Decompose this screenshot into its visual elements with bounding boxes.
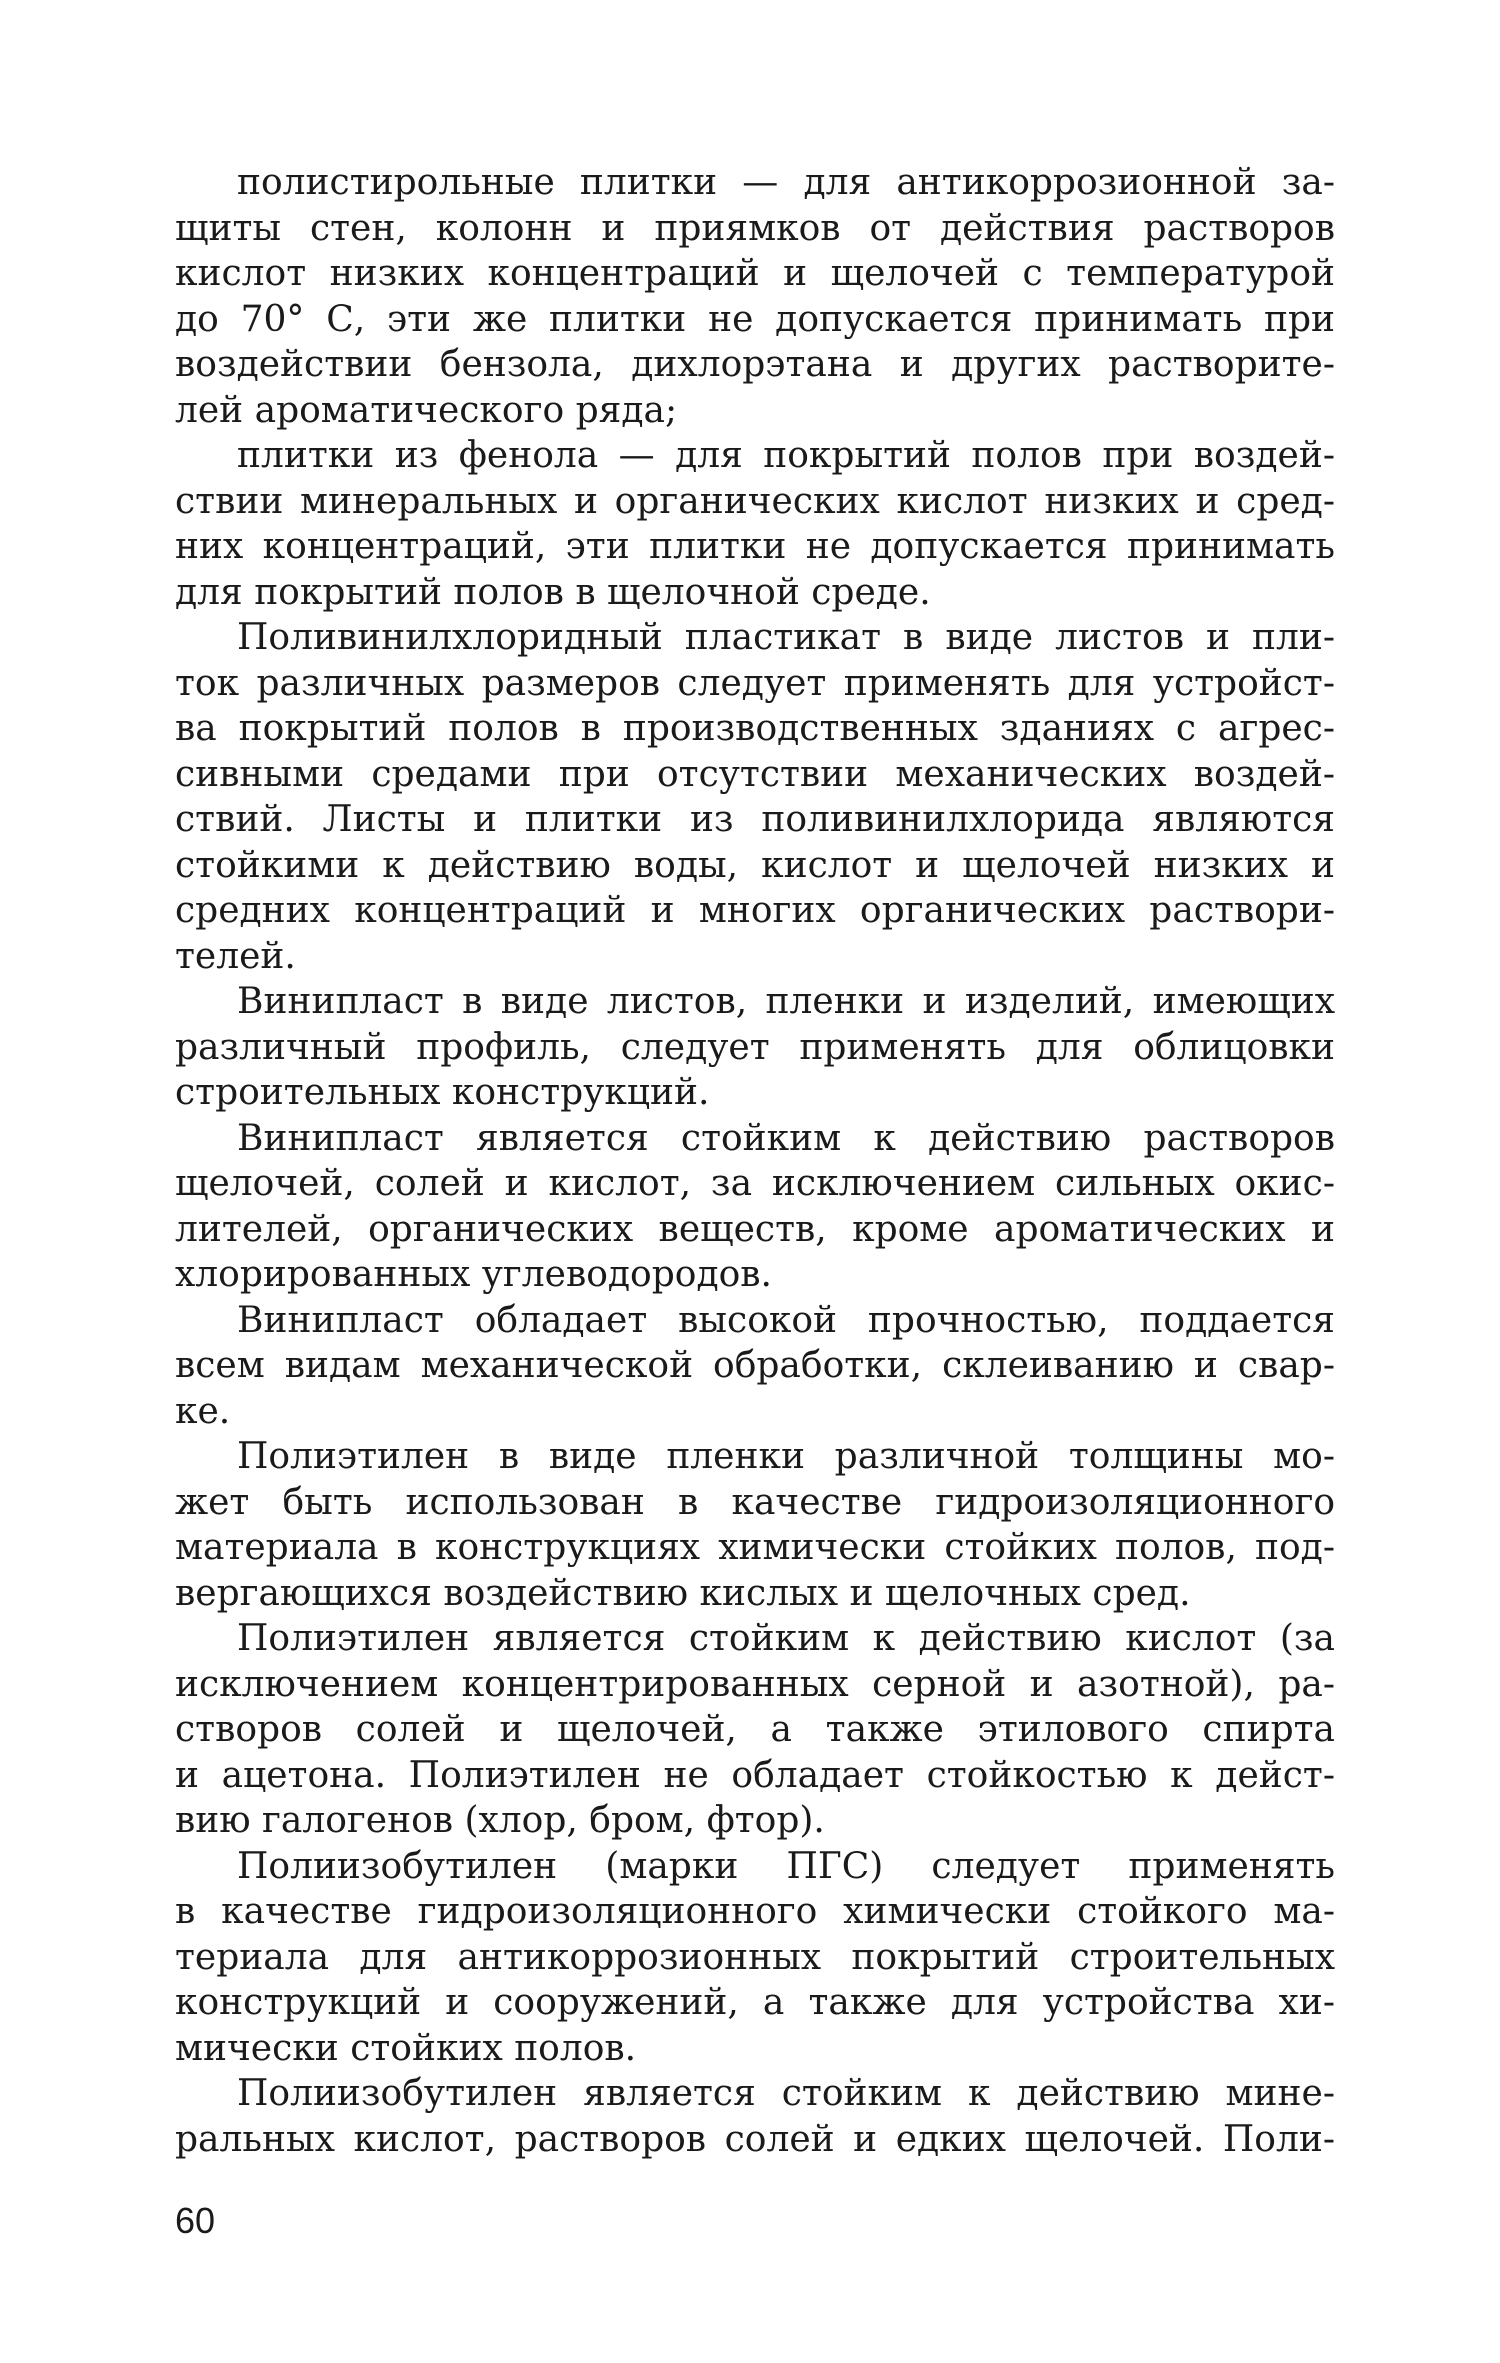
text-line: вию галогенов (хлор, бром, фтор). bbox=[175, 1800, 825, 1841]
text-line: них концентраций, эти плитки не допускается принимать bbox=[175, 526, 1335, 567]
text-line: кислот низких концентраций и щелочей с температурой bbox=[175, 253, 1335, 294]
text-line: Полиэтилен в виде пленки различной толщины мо- bbox=[237, 1436, 1335, 1477]
text-line: ствий. Листы и плитки из поливинилхлорида являются bbox=[175, 799, 1335, 840]
text-line: вергающихся воздействию кислых и щелочных сред. bbox=[175, 1572, 1191, 1614]
text-line: конструкций и сооружений, а также для устройства хи- bbox=[175, 1982, 1335, 2023]
text-line: мически стойких полов. bbox=[175, 2027, 637, 2069]
text-line: щиты стен, колонн и приямков от действия растворов bbox=[175, 207, 1335, 249]
text-line: ва покрытий полов в производственных зданиях с агрес- bbox=[175, 708, 1335, 749]
text-line: телей. bbox=[175, 935, 296, 977]
text-line: Винипласт является стойким к действию растворов bbox=[237, 1117, 1335, 1159]
text-line: стойкими к действию воды, кислот и щелочей низких и bbox=[175, 844, 1335, 886]
paragraph bbox=[175, 1116, 1335, 1298]
text-line: в качестве гидроизоляционного химически стойкого ма- bbox=[175, 1891, 1335, 1932]
text-line: щелочей, солей и кислот, за исключением сильных окис- bbox=[175, 1163, 1335, 1204]
text-line: Винипласт в виде листов, пленки и изделий, имеющих bbox=[237, 981, 1335, 1022]
paragraph bbox=[175, 160, 1335, 433]
text-line: ток различных размеров следует применять для устройст- bbox=[175, 662, 1335, 704]
text-line: исключением концентрированных серной и азотной), ра- bbox=[175, 1663, 1335, 1705]
text-line: ке. bbox=[175, 1390, 231, 1432]
paragraph bbox=[175, 1616, 1335, 1844]
paragraph bbox=[175, 433, 1335, 615]
text-line: Полиизобутилен (марки ПГС) следует применять bbox=[237, 1845, 1335, 1887]
text-line: полистирольные плитки — для антикоррозионной за- bbox=[237, 162, 1335, 203]
paragraph bbox=[175, 1434, 1335, 1616]
text-line: лей ароматического ряда; bbox=[175, 389, 678, 431]
text-line: лителей, органических веществ, кроме ароматических и bbox=[175, 1208, 1335, 1250]
paragraph bbox=[175, 1298, 1335, 1435]
paragraph bbox=[175, 979, 1335, 1116]
text-line: Поливинилхлоридный пластикат в виде листов и пли- bbox=[237, 617, 1335, 658]
text-line: териала для антикоррозионных покрытий строительных bbox=[175, 1936, 1335, 1978]
text-line: воздействии бензола, дихлорэтана и других растворите- bbox=[175, 344, 1335, 385]
text-line: для покрытий полов в щелочной среде. bbox=[175, 571, 931, 613]
text-line: Полиизобутилен является стойким к действию мине- bbox=[237, 2073, 1335, 2114]
text-line: Винипласт обладает высокой прочностью, поддается bbox=[237, 1299, 1335, 1341]
paragraph bbox=[175, 1844, 1335, 2072]
page-body bbox=[175, 160, 1335, 2162]
text-line: створов солей и щелочей, а также этилового спирта bbox=[175, 1709, 1335, 1750]
text-line: строительных конструкций. bbox=[175, 1072, 710, 1113]
paragraph bbox=[175, 2071, 1335, 2162]
text-line: материала в конструкциях химически стойких полов, под- bbox=[175, 1527, 1335, 1568]
text-line: Полиэтилен является стойким к действию кислот (за bbox=[237, 1618, 1335, 1659]
text-line: ствии минеральных и органических кислот низких и сред- bbox=[175, 480, 1335, 522]
text-line: средних концентраций и многих органических раствори- bbox=[175, 890, 1335, 931]
text-line: всем видам механической обработки, склеиванию и свар- bbox=[175, 1345, 1335, 1386]
text-line: сивными средами при отсутствии механических воздей- bbox=[175, 753, 1335, 795]
page-number: 60 bbox=[175, 2200, 216, 2241]
text-line: и ацетона. Полиэтилен не обладает стойкостью к дейст- bbox=[175, 1754, 1335, 1796]
text-line: различный профиль, следует применять для облицовки bbox=[175, 1026, 1335, 1068]
text-line: жет быть использован в качестве гидроизоляционного bbox=[175, 1481, 1335, 1523]
text-line: плитки из фенола — для покрытий полов при воздей- bbox=[237, 435, 1335, 476]
text-line: до 70° С, эти же плитки не допускается принимать при bbox=[175, 298, 1335, 340]
paragraph bbox=[175, 615, 1335, 979]
text-line: ральных кислот, растворов солей и едких щелочей. Поли- bbox=[175, 2118, 1335, 2160]
text-line: хлорированных углеводородов. bbox=[175, 1254, 772, 1295]
